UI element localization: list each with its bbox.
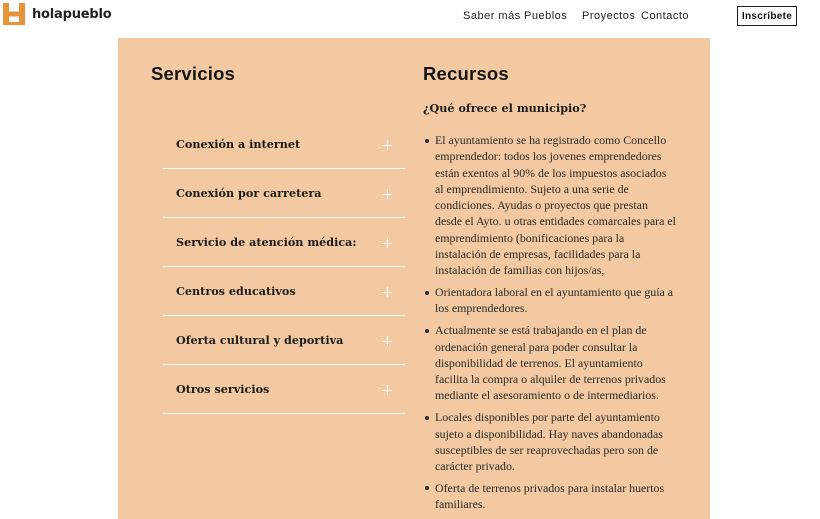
plus-icon[interactable] xyxy=(382,385,392,395)
accordion-item-label: Conexión por carretera xyxy=(176,186,322,200)
plus-icon[interactable] xyxy=(382,336,392,346)
logo-h-icon xyxy=(3,3,25,25)
recursos-title: Recursos xyxy=(423,63,509,84)
accordion-item-label: Centros educativos xyxy=(176,284,296,298)
list-item: El ayuntamiento se ha registrado como Concello emprendedor: todos los jovenes emprendedores están exentos al 90% de los impuestos asociados al emprendimiento. Sujeto a una serie de condiciones. Ayudas o proyectos que prestan desde el Ayto. u otras entidades comarcales para el emprendimiento (bonificaciones para la instalación de empresas, facilidades para la instalación de familias con hijos/as, xyxy=(435,133,676,278)
nav-contacto[interactable]: Contacto xyxy=(641,10,690,22)
plus-icon[interactable] xyxy=(382,238,392,248)
list-item: Orientadora laboral en el ayuntamiento que guía a los emprendedores. xyxy=(435,284,677,317)
accordion-item-label: Conexión a internet xyxy=(176,137,301,151)
site-logo[interactable] xyxy=(3,3,112,25)
signup-button[interactable]: Inscríbete xyxy=(737,6,797,26)
servicios-title: Servicios xyxy=(151,63,236,84)
municipality-panel xyxy=(118,38,710,519)
accordion-item-carretera[interactable] xyxy=(163,169,405,218)
accordion-item-label: Servicio de atención médica: xyxy=(176,235,357,249)
plus-icon[interactable] xyxy=(382,140,392,150)
accordion-item-internet[interactable] xyxy=(163,120,405,169)
list-item: Actualmente se está trabajando en el plan de ordenación general para poder consultar la disponibilidad de terrenos. El ayuntamiento facilita la compra o alquiler de terrenos privados mediante el asesoramiento o de intermediarios. xyxy=(435,322,677,403)
recursos-list xyxy=(435,132,677,518)
site-header xyxy=(0,0,820,38)
accordion-item-label: Oferta cultural y deportiva xyxy=(176,333,344,347)
accordion-item-label: Otros servicios xyxy=(176,382,270,396)
nav-proyectos[interactable]: Proyectos xyxy=(582,10,636,22)
nav-pueblos[interactable]: Pueblos xyxy=(524,10,568,22)
accordion-item-atencion-medica[interactable] xyxy=(163,218,405,267)
nav-saber-mas[interactable]: Saber más xyxy=(463,10,521,22)
recursos-question: ¿Qué ofrece el municipio? xyxy=(423,101,587,115)
servicios-accordion xyxy=(163,120,405,414)
logo-text: holapueblo xyxy=(32,6,112,22)
accordion-item-centros-educativos[interactable] xyxy=(163,267,405,316)
accordion-item-otros-servicios[interactable] xyxy=(163,365,405,414)
accordion-item-oferta-cultural[interactable] xyxy=(163,316,405,365)
list-item: Locales disponibles por parte del ayuntamiento sujeto a disponibilidad. Hay naves abandonadas susceptibles de ser reaprovechadas pero son de carácter privado. xyxy=(435,409,677,474)
list-item: Oferta de terrenos privados para instalar huertos familiares. xyxy=(435,480,677,513)
plus-icon[interactable] xyxy=(382,189,392,199)
plus-icon[interactable] xyxy=(382,287,392,297)
